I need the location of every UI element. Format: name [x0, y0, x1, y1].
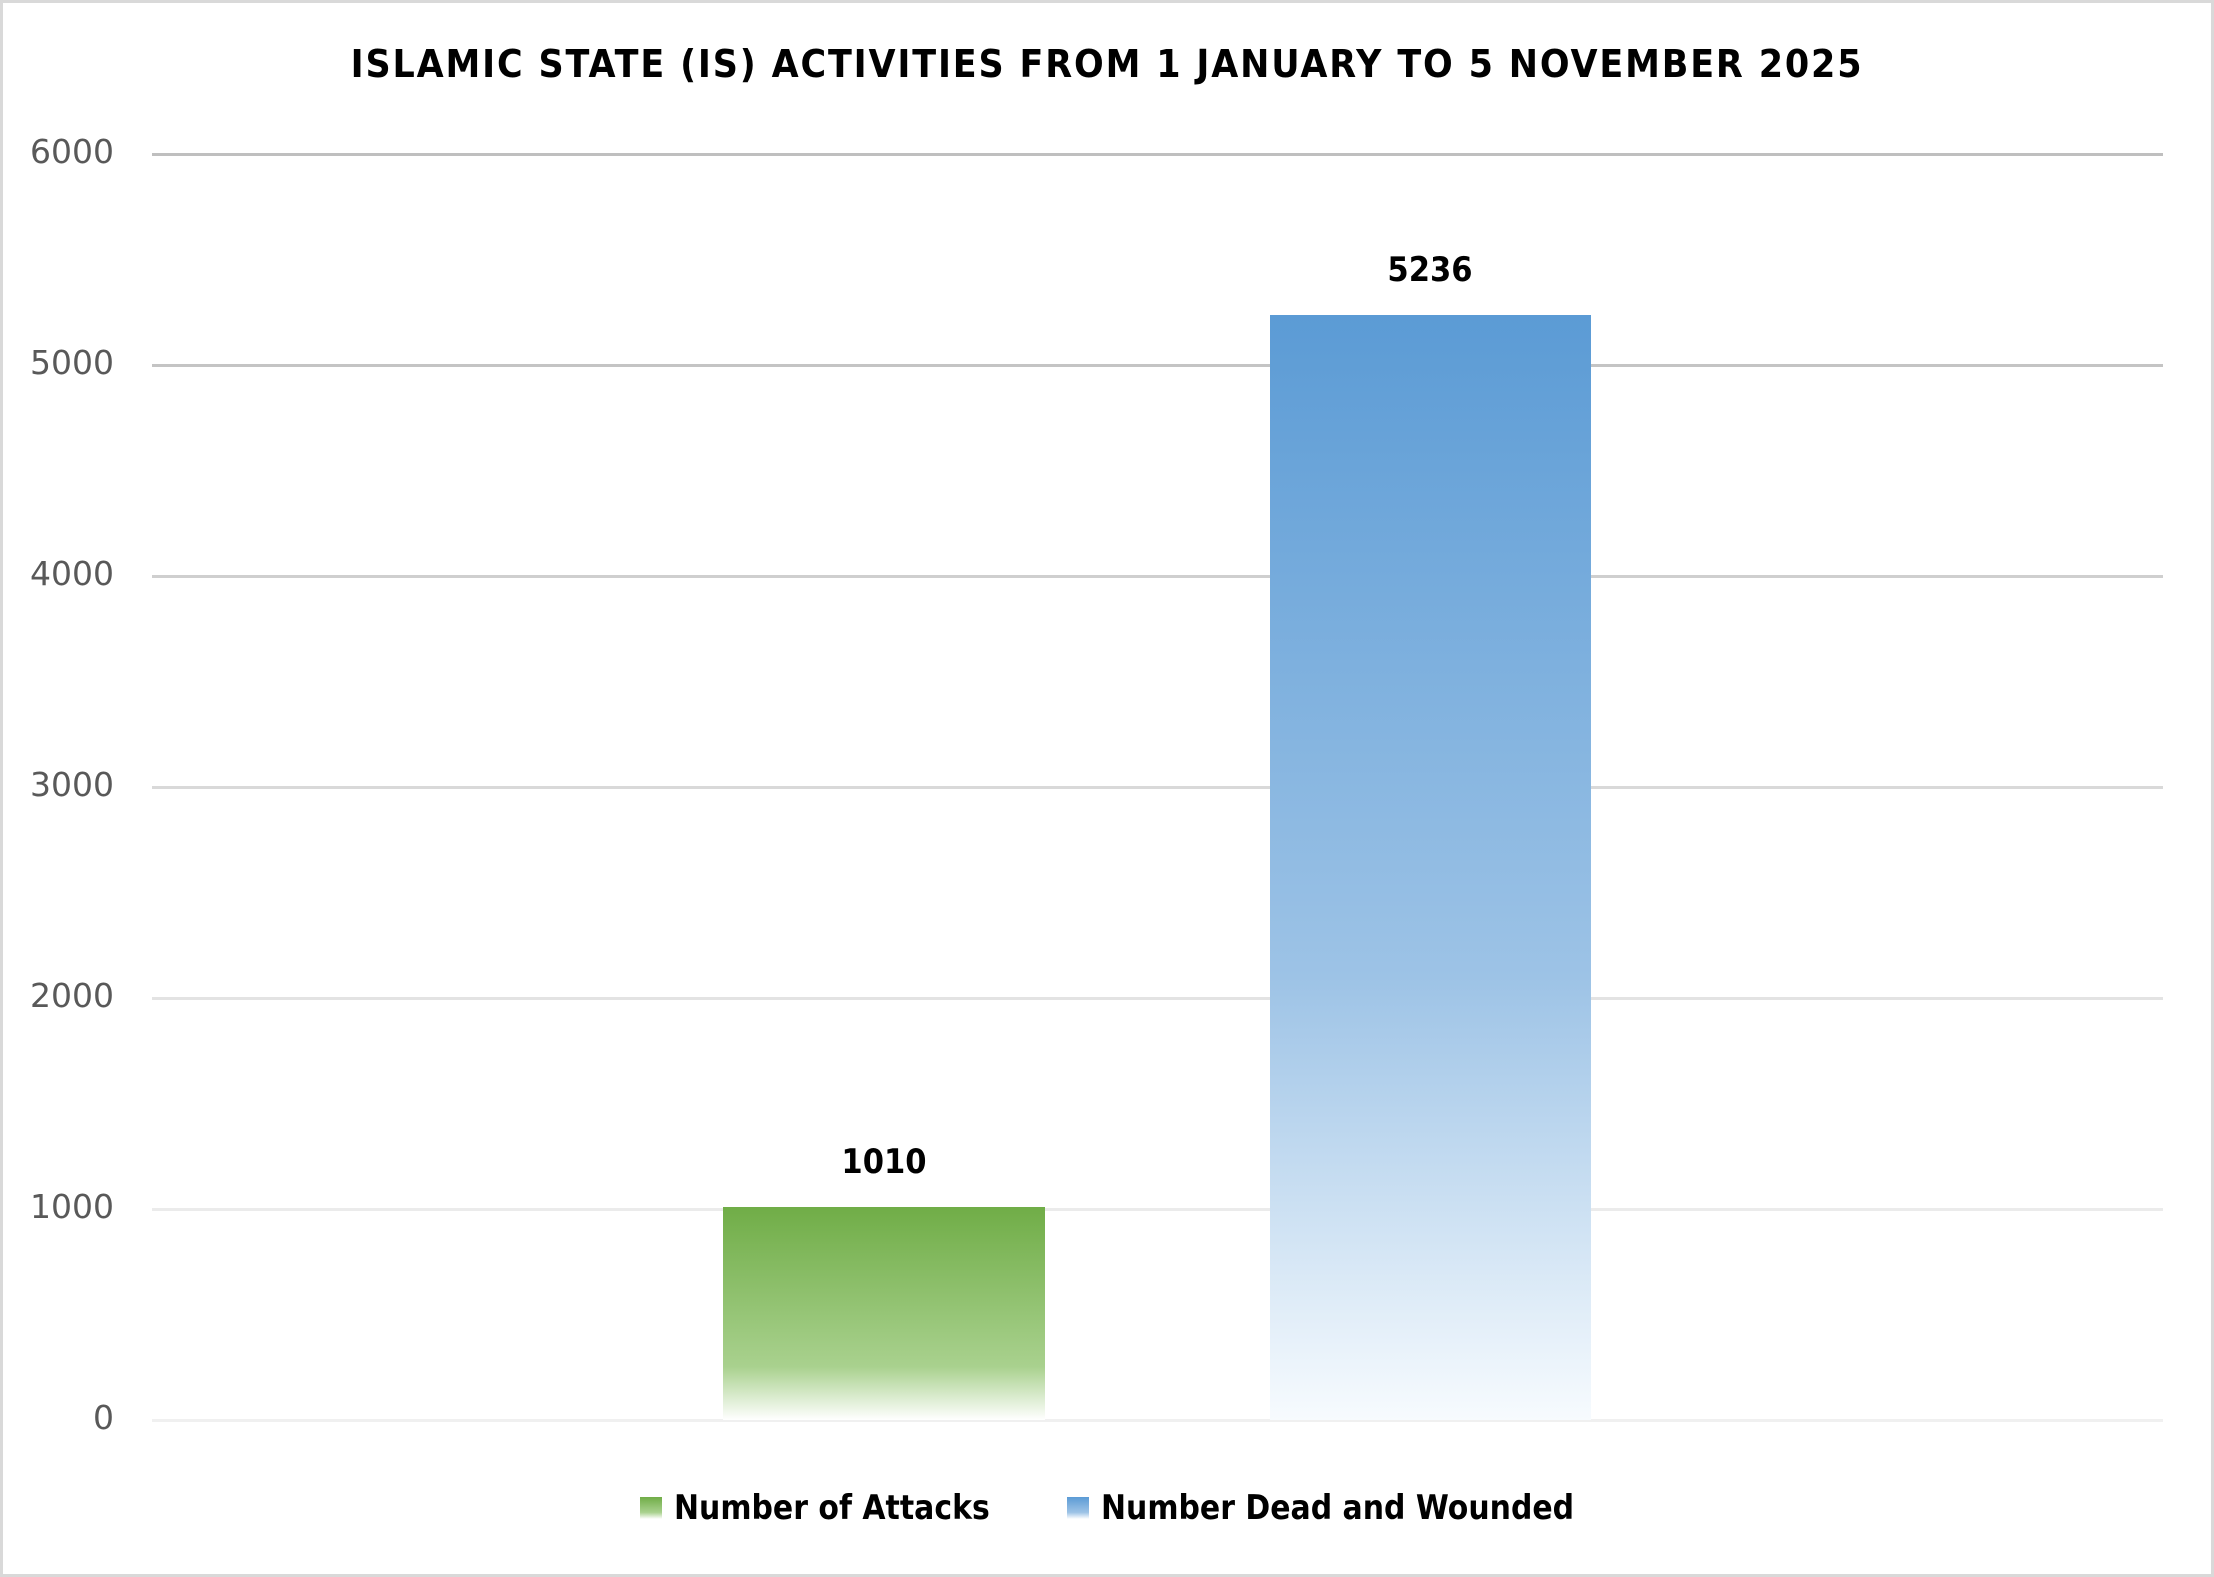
ytick-4000: 4000	[30, 554, 114, 593]
legend-item-dead-wounded	[1067, 1486, 1639, 1530]
ytick-2000: 2000	[30, 976, 114, 1015]
gridline-0	[152, 1419, 2163, 1422]
gridline-4000	[152, 575, 2163, 578]
ytick-1000: 1000	[30, 1187, 114, 1226]
bar-number-of-attacks	[723, 1207, 1045, 1420]
bar-number-dead-and-wounded	[1270, 315, 1591, 1420]
legend-item-attacks	[640, 1486, 1033, 1530]
gridline-5000	[152, 364, 2163, 367]
chart-title: ISLAMIC STATE (IS) ACTIVITIES FROM 1 JANUARY TO 5 NOVEMBER 2025	[350, 42, 1864, 86]
legend-swatch-green-icon	[640, 1497, 662, 1519]
gridline-3000	[152, 786, 2163, 789]
legend-label-attacks: Number of Attacks	[674, 1488, 990, 1528]
data-label-dead-wounded: 5236	[1387, 250, 1473, 290]
legend-label-dead-wounded: Number Dead and Wounded	[1101, 1488, 1575, 1528]
ytick-0: 0	[93, 1398, 114, 1437]
data-label-attacks: 1010	[841, 1142, 927, 1182]
gridline-6000	[152, 153, 2163, 156]
ytick-5000: 5000	[30, 343, 114, 382]
gridline-1000	[152, 1208, 2163, 1211]
ytick-6000: 6000	[30, 132, 114, 171]
gridline-2000	[152, 997, 2163, 1000]
legend-swatch-blue-icon	[1067, 1497, 1089, 1519]
ytick-3000: 3000	[30, 765, 114, 804]
